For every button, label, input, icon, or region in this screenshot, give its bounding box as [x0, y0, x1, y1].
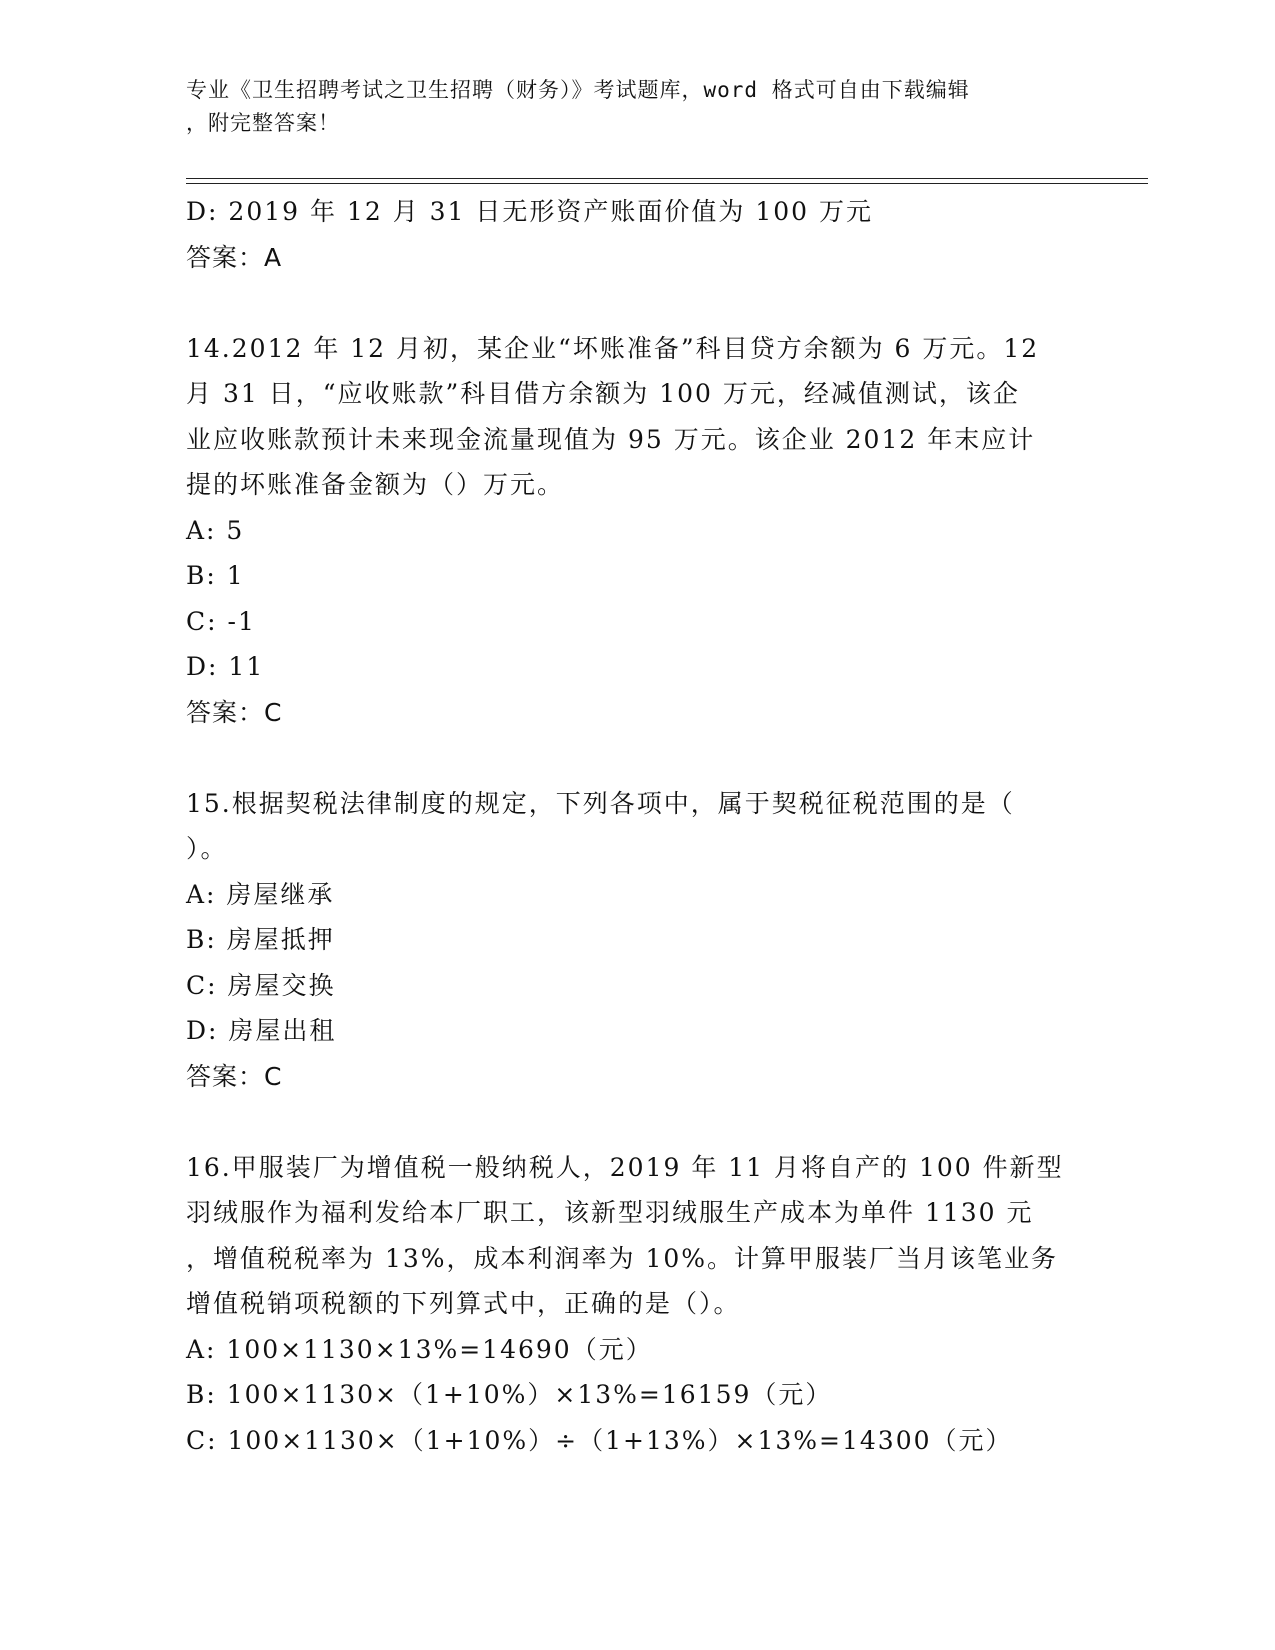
document-body [186, 189, 1066, 1463]
option-c: C: -1 [186, 606, 256, 636]
question-stem-line: 15.根据契税法律制度的规定，下列各项中，属于契税征税范围的是（ [186, 788, 1015, 818]
question-stem-line: 14.2012 年 12 月初，某企业“坏账准备”科目贷方余额为 6 万元。12 [186, 333, 1040, 363]
header-rule-bottom [186, 183, 1148, 184]
option-d: D: 11 [186, 652, 265, 681]
option-a: A: 房屋继承 [186, 879, 335, 909]
option-a: A: 100×1130×13%=14690（元） [186, 1334, 653, 1364]
header-line-2: ，附完整答案！ [186, 111, 340, 135]
question-stem-line: 提的坏账准备金额为（）万元。 [186, 470, 565, 499]
question-16 [186, 1145, 1066, 1464]
option-b: B: 100×1130×（1+10%）×13%=16159（元） [186, 1380, 833, 1409]
answer: 答案：C [186, 697, 283, 727]
question-stem-line: ）。 [186, 834, 228, 863]
option-a: A: 5 [186, 515, 245, 545]
question-stem-line: ，增值税税率为 13%，成本利润率为 10%。计算甲服装厂当月该笔业务 [186, 1243, 1059, 1273]
question-14 [186, 326, 1066, 736]
option-c: C: 100×1130×（1+10%）÷（1+13%）×13%=14300（元） [186, 1425, 1013, 1455]
question-stem-line: 增值税销项税额的下列算式中，正确的是（）。 [186, 1289, 741, 1318]
header-line-1: 专业《卫生招聘考试之卫生招聘（财务）》考试题库，word 格式可自由下载编辑 [186, 78, 970, 102]
header-rule-top [186, 178, 1148, 179]
question-stem-line: 16.甲服装厂为增值税一般纳税人，2019 年 11 月将自产的 100 件新型 [186, 1152, 1064, 1182]
question-stem-line: 业应收账款预计未来现金流量现值为 95 万元。该企业 2012 年末应计 [186, 424, 1036, 454]
option-d: D: 2019 年 12 月 31 日无形资产账面价值为 100 万元 [186, 197, 874, 226]
option-c: C: 房屋交换 [186, 970, 336, 1000]
question-15 [186, 781, 1066, 1100]
question-stem-line: 月 31 日，“应收账款”科目借方余额为 100 万元，经减值测试，该企 [186, 379, 1020, 408]
document-header [186, 74, 1066, 140]
option-d: D: 房屋出租 [186, 1016, 337, 1045]
question-stem-line: 羽绒服作为福利发给本厂职工，该新型羽绒服生产成本为单件 1130 元 [186, 1198, 1034, 1227]
option-b: B: 房屋抵押 [186, 925, 335, 954]
previous-question-tail [186, 189, 1066, 280]
answer: 答案：C [186, 1061, 283, 1091]
answer: 答案：A [186, 242, 283, 272]
option-b: B: 1 [186, 561, 245, 590]
